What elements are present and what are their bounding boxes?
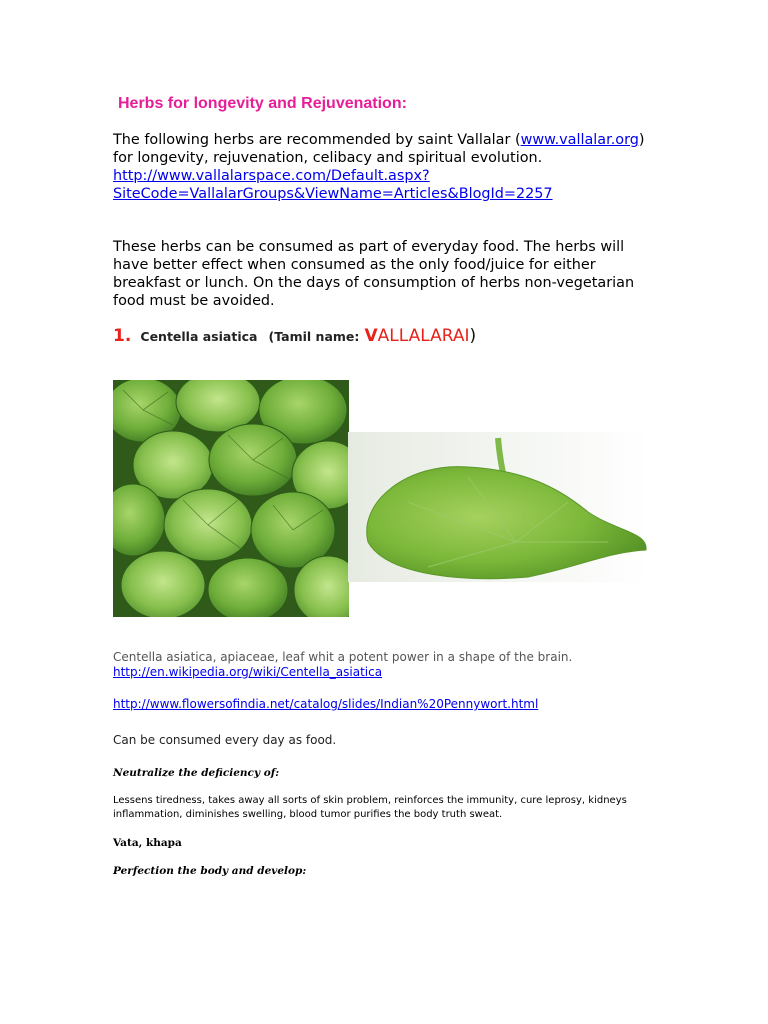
tamil-name-label: (Tamil name: <box>268 329 360 344</box>
vallalarspace-link[interactable] <box>113 168 553 202</box>
flowers-link-line <box>113 697 538 712</box>
close-paren: ) <box>469 326 477 346</box>
usage-text: Can be consumed every day as food. <box>113 733 337 747</box>
intro-paragraph <box>113 131 653 203</box>
intro-text-start: The following herbs are recommended by saint Vallalar ( <box>113 132 521 148</box>
vallalarspace-link-line2: SiteCode=VallalarGroups&ViewName=Articles&BlogId=2257 <box>113 186 553 202</box>
tamil-name-initial: V <box>364 326 378 346</box>
perfection-heading: Perfection the body and develop: <box>113 865 307 877</box>
doshas-text: Vata, khapa <box>113 837 182 849</box>
benefits-text: Lessens tiredness, takes away all sorts of skin problem, reinforces the immunity, cure leprosy, kidneys inflammation, diminishes swelling, blood tumor purifies the body truth sweat. <box>113 795 627 820</box>
centella-leaves-photo <box>113 380 349 617</box>
wikipedia-link[interactable]: http://en.wikipedia.org/wiki/Centella_asiatica <box>113 665 383 679</box>
herb-number: 1. <box>113 326 132 346</box>
wiki-link-line <box>113 665 382 680</box>
flowersofindia-link[interactable]: http://www.flowersofindia.net/catalog/slides/Indian%20Pennywort.html <box>113 697 539 711</box>
centella-single-leaf-photo <box>348 432 648 582</box>
page-title: Herbs for longevity and Rejuvenation: <box>118 95 407 112</box>
intro-text-end: ) for longevity, rejuvenation, celibacy and spiritual evolution. <box>113 132 645 166</box>
consumption-paragraph: These herbs can be consumed as part of everyday food. The herbs will have better effect when consumed as the only food/juice for either breakfast or lunch. On the days of consumption of herbs non-vegetarian food must be avoided. <box>113 239 635 309</box>
tamil-name <box>365 326 470 346</box>
herb-caption: Centella asiatica, apiaceae, leaf whit a potent power in a shape of the brain. <box>113 650 573 664</box>
tamil-name-rest: ALLALARAI <box>377 326 470 346</box>
neutralize-heading: Neutralize the deficiency of: <box>113 767 280 779</box>
vallalar-org-link[interactable]: www.vallalar.org <box>520 132 639 148</box>
herb-scientific-name: Centella asiatica <box>140 329 258 344</box>
herb-heading <box>113 326 476 346</box>
vallalarspace-link-line1: http://www.vallalarspace.com/Default.aspx? <box>113 168 430 184</box>
